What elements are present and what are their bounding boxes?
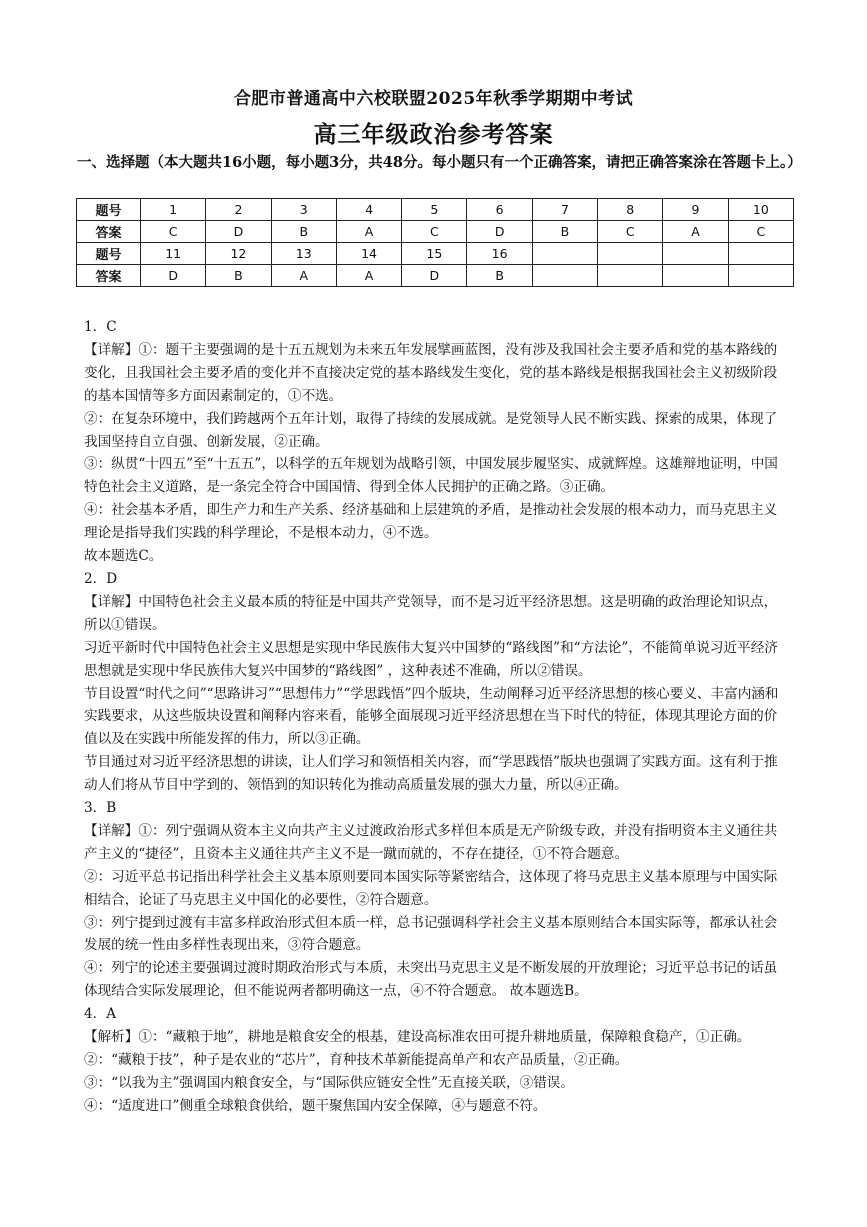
table-cell bbox=[598, 265, 663, 287]
table-cell: D bbox=[206, 221, 271, 243]
table-cell: 15 bbox=[402, 243, 467, 265]
explanation-paragraph: ③：列宁提到过渡有丰富多样政治形式但本质一样，总书记强调科学社会主义基本原则结合本国实际等，都承认社会发展的统一性由多样性表现出来，③符合题意。 bbox=[84, 914, 778, 954]
table-cell: 16 bbox=[467, 243, 532, 265]
table-cell bbox=[598, 243, 663, 265]
table-cell bbox=[728, 243, 793, 265]
table-cell bbox=[532, 265, 597, 287]
explanation-paragraph: ②：“藏粮于技”，种子是农业的“芯片”，育种技术革新能提高单产和农产品质量，②正确。 bbox=[84, 1052, 629, 1068]
section-heading: 一、选择题（本大题共16小题，每小题3分，共48分。每小题只有一个正确答案，请把正确答案涂在答题卡上。） bbox=[77, 154, 802, 171]
table-cell: 14 bbox=[336, 243, 401, 265]
table-cell: A bbox=[336, 221, 401, 243]
table-cell: 13 bbox=[271, 243, 336, 265]
table-cell: C bbox=[598, 221, 663, 243]
table-cell: C bbox=[402, 221, 467, 243]
table-cell bbox=[728, 265, 793, 287]
conclusion-line: 故本题选C。 bbox=[84, 548, 163, 565]
table-cell: D bbox=[467, 221, 532, 243]
table-cell: A bbox=[336, 265, 401, 287]
table-cell: 6 bbox=[467, 199, 532, 221]
table-cell: 3 bbox=[271, 199, 336, 221]
explanation-paragraph: ④：社会基本矛盾，即生产力和生产关系、经济基础和上层建筑的矛盾，是推动社会发展的根本动力，而马克思主义理论是指导我们实践的科学理论，不是根本动力，④不选。 bbox=[84, 502, 778, 542]
table-cell: B bbox=[206, 265, 271, 287]
table-cell: D bbox=[141, 265, 206, 287]
exam-title: 合肥市普通高中六校联盟2025年秋季学期期中考试 bbox=[233, 89, 634, 109]
answer-table bbox=[76, 198, 794, 287]
table-cell: 1 bbox=[141, 199, 206, 221]
table-cell: 9 bbox=[663, 199, 728, 221]
explanation-paragraph: ②：习近平总书记指出科学社会主义基本原则要同本国实际等紧密结合，这体现了将马克思主义基本原理与中国实际相结合，论证了马克思主义中国化的必要性，②符合题意。 bbox=[84, 868, 778, 908]
table-row bbox=[77, 199, 794, 221]
explanation-paragraph: 节目通过对习近平经济思想的讲读，让人们学习和领悟相关内容，而“学思践悟”版块也强调了实践方面。这有利于推动人们将从节目中学到的、领悟到的知识转化为推动高质量发展的强大力量，所以④正确。 bbox=[84, 754, 778, 794]
row-label: 题号 bbox=[77, 199, 141, 221]
table-row bbox=[77, 265, 794, 287]
table-cell: 12 bbox=[206, 243, 271, 265]
explanation-paragraph: 【详解】①：题干主要强调的是十五五规划为未来五年发展擘画蓝图，没有涉及我国社会主要矛盾和党的基本路线的变化，且我国社会主要矛盾的变化并不直接决定党的基本路线发生变化，党的基本路线是根据我国社会主义初级阶段的基本国情等多方面因素制定的，①不选。 bbox=[84, 341, 778, 404]
table-cell: B bbox=[467, 265, 532, 287]
row-label: 答案 bbox=[77, 265, 141, 287]
table-row bbox=[77, 221, 794, 243]
row-label: 答案 bbox=[77, 221, 141, 243]
table-cell: 8 bbox=[598, 199, 663, 221]
explanation-paragraph: ③：“以我为主”强调国内粮食安全，与“国际供应链安全性”无直接关联，③错误。 bbox=[84, 1074, 574, 1091]
table-cell: 4 bbox=[336, 199, 401, 221]
explanation-paragraph: 【详解】①：列宁强调从资本主义向共产主义过渡政治形式多样但本质是无产阶级专政，并没有指明资本主义通往共产主义的“捷径”，且资本主义通往共产主义不是一蹴而就的，不存在捷径，①不符合题意。 bbox=[84, 822, 778, 862]
explanation-paragraph: ④：列宁的论述主要强调过渡时期政治形式与本质，未突出马克思主义是不断发展的开放理论；习近平总书记的话虽体现结合实际发展理论，但不能说两者都明确这一点，④不符合题意。 故本题选B。 bbox=[84, 960, 778, 1000]
question-number: 1．C bbox=[84, 319, 117, 335]
explanation-paragraph: 节目设置“时代之问”“思路讲习”“思想伟力”“学思践悟”四个版块，生动阐释习近平经济思想的核心要义、丰富内涵和实践要求，从这些版块设置和阐释内容来看，能够全面展现习近平经济思想在当下时代的特征，体现其理论方面的价值以及在实践中所能发挥的伟力，所以③正确。 bbox=[84, 685, 779, 748]
answer-explanations bbox=[84, 316, 786, 1118]
table-cell: A bbox=[271, 265, 336, 287]
explanation-paragraph: ②：在复杂环境中，我们跨越两个五年计划，取得了持续的发展成就。是党领导人民不断实践、探索的成果，体现了我国坚持自立自强、创新发展，②正确。 bbox=[84, 410, 778, 450]
table-cell: C bbox=[728, 221, 793, 243]
table-cell: 7 bbox=[532, 199, 597, 221]
explanation-paragraph: 习近平新时代中国特色社会主义思想是实现中华民族伟大复兴中国梦的“路线图”和“方法论”，不能简单说习近平经济思想就是实现中华民族伟大复兴中国梦的“路线图” ，这种表述不准确，所以②错误。 bbox=[84, 639, 778, 679]
row-label: 题号 bbox=[77, 243, 141, 265]
table-cell: 10 bbox=[728, 199, 793, 221]
question-number: 2．D bbox=[84, 570, 118, 587]
table-row bbox=[77, 243, 794, 265]
table-cell bbox=[532, 243, 597, 265]
table-cell: B bbox=[271, 221, 336, 243]
explanation-paragraph: ④：“适度进口”侧重全球粮食供给，题干聚焦国内安全保障，④与题意不符。 bbox=[84, 1097, 547, 1114]
table-cell bbox=[663, 243, 728, 265]
table-cell: A bbox=[663, 221, 728, 243]
explanation-paragraph: 【详解】中国特色社会主义最本质的特征是中国共产党领导，而不是习近平经济思想。这是明确的政治理论知识点，所以①错误。 bbox=[84, 593, 778, 633]
explanation-paragraph: ③：纵贯“十四五”至“十五五”，以科学的五年规划为战略引领，中国发展步履坚实、成就辉煌。这雄辩地证明，中国特色社会主义道路，是一条完全符合中国国情、得到全体人民拥护的正确之路。③正确。 bbox=[84, 456, 778, 496]
table-cell: D bbox=[402, 265, 467, 287]
table-cell: 5 bbox=[402, 199, 467, 221]
question-number: 3．B bbox=[84, 800, 117, 817]
table-cell: C bbox=[141, 221, 206, 243]
answer-key-title: 高三年级政治参考答案 bbox=[313, 121, 554, 148]
table-cell: 11 bbox=[141, 243, 206, 265]
explanation-paragraph: 【解析】①：“藏粮于地”，耕地是粮食安全的根基，建设高标准农田可提升耕地质量，保障粮食稳产，①正确。 bbox=[84, 1029, 751, 1046]
table-cell bbox=[663, 265, 728, 287]
table-cell: 2 bbox=[206, 199, 271, 221]
question-number: 4．A bbox=[84, 1006, 117, 1023]
table-cell: B bbox=[532, 221, 597, 243]
